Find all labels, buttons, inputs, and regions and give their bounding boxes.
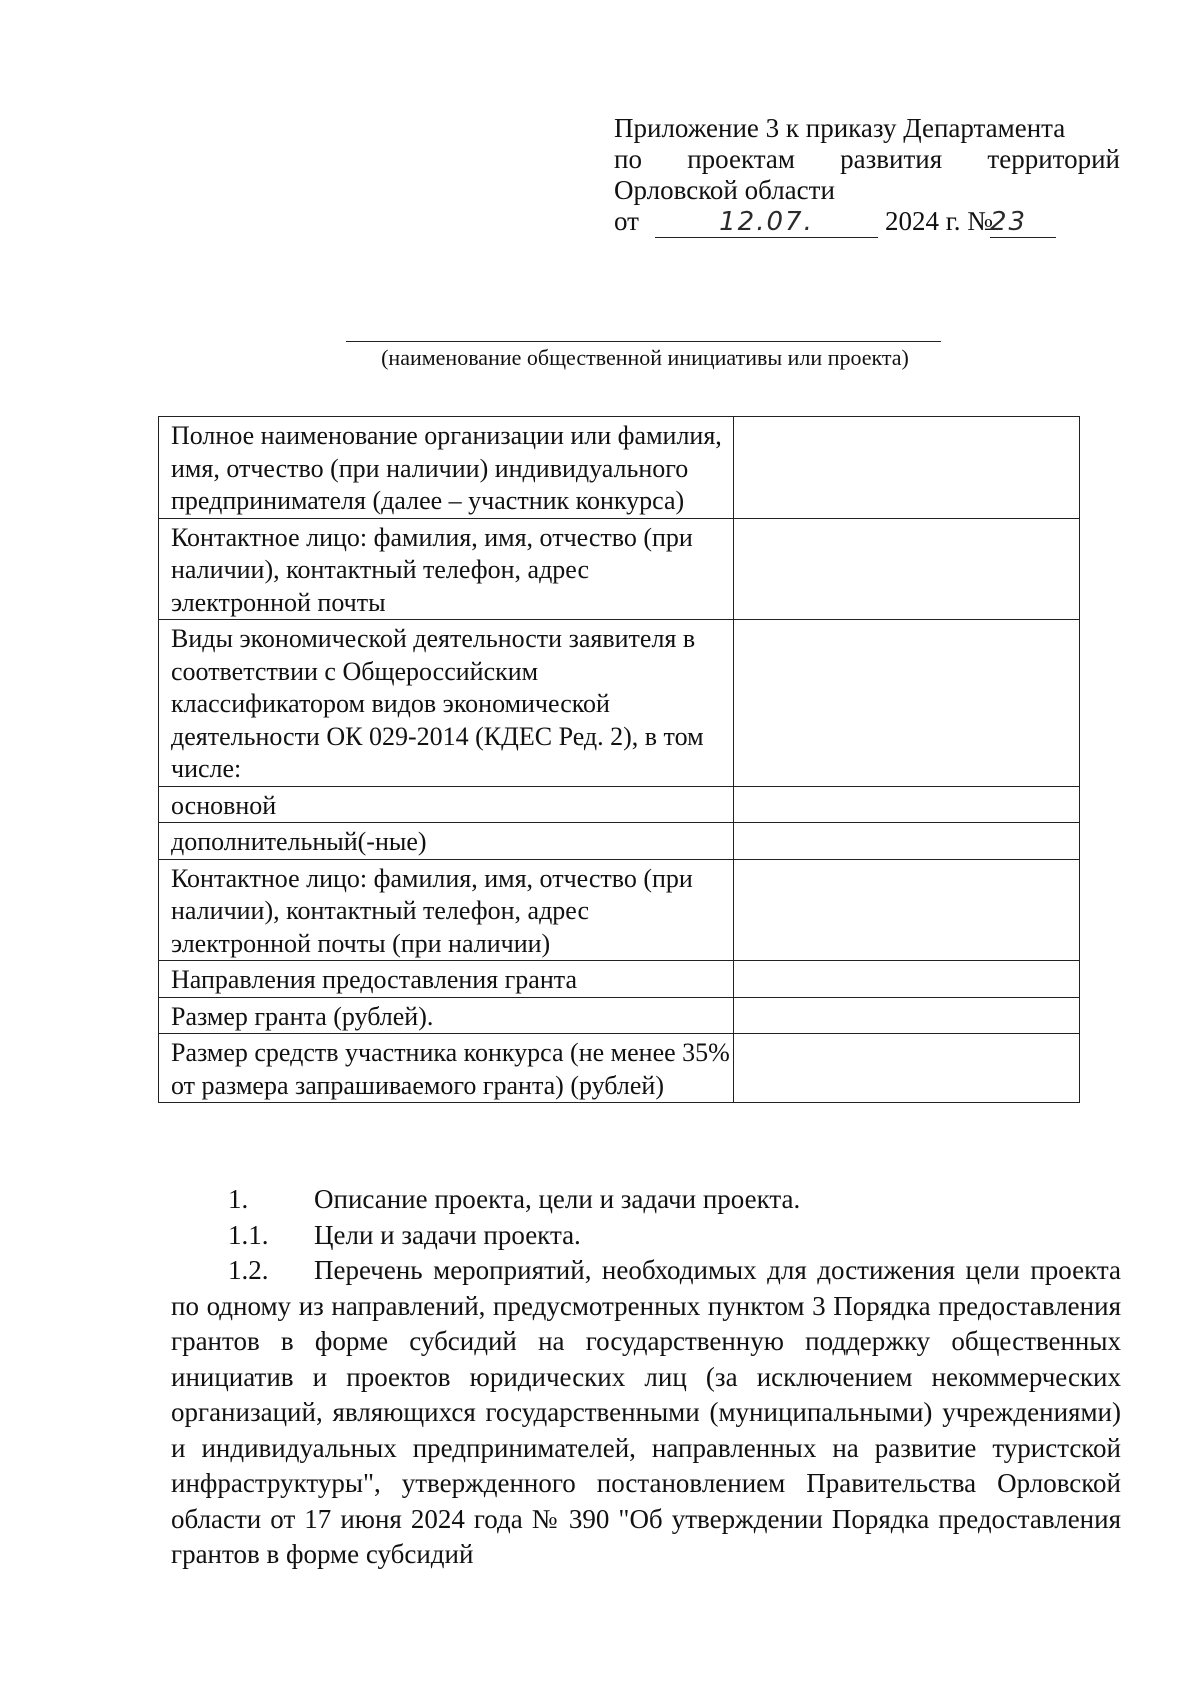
row-label: основной [159, 786, 734, 823]
item-text: Описание проекта, цели и задачи проекта. [314, 1184, 801, 1214]
row-label: дополнительный(-ные) [159, 823, 734, 860]
row-label: Направления предоставления гранта [159, 961, 734, 998]
row-label: Полное наименование организации или фамилия, имя, отчество (при наличии) индивидуального предпринимателя (далее – участник конкурса) [159, 417, 734, 519]
order-date-line [614, 206, 1120, 240]
table-row [159, 786, 1080, 823]
table-row [159, 620, 1080, 787]
table-row [159, 823, 1080, 860]
application-form-table [158, 416, 1080, 1103]
appendix-header [614, 113, 1120, 240]
row-value [734, 997, 1080, 1034]
row-value [734, 786, 1080, 823]
table-row [159, 417, 1080, 519]
list-item-paragraph [171, 1253, 1121, 1573]
order-number-field [990, 206, 1056, 238]
handwritten-order-number: 23 [990, 207, 1028, 237]
item-number: 1.2. [228, 1255, 269, 1285]
table-row [159, 961, 1080, 998]
item-text: Цели и задачи проекта. [314, 1219, 581, 1250]
table-row [159, 518, 1080, 620]
document-body [171, 1182, 1121, 1573]
row-label: Контактное лицо: фамилия, имя, отчество (при наличии), контактный телефон, адрес электронной почты (при наличии) [159, 859, 734, 961]
row-value [734, 518, 1080, 620]
row-label: Виды экономической деятельности заявителя в соответствии с Общероссийским классификатором видов экономической деятельности ОК 029-2014 (КДЕС Ред. 2), в том числе: [159, 620, 734, 787]
item-number: 1. [228, 1184, 249, 1214]
initiative-name-line [346, 341, 941, 342]
table-row [159, 859, 1080, 961]
item-number: 1.1. [228, 1219, 269, 1250]
handwritten-date: 12.07. [719, 207, 814, 237]
appendix-header-line-1: Приложение 3 к приказу Департамента [614, 113, 1066, 143]
table-row [159, 997, 1080, 1034]
table-row [159, 1034, 1080, 1103]
row-value [734, 961, 1080, 998]
order-date-field [655, 206, 878, 238]
date-prefix: от [614, 206, 639, 236]
appendix-header-line-3: Орловской области [614, 175, 835, 205]
row-label: Контактное лицо: фамилия, имя, отчество (при наличии), контактный телефон, адрес электронной почты [159, 518, 734, 620]
appendix-header-line-2: по проектам развития территорий [614, 144, 1120, 174]
item-text: Перечень мероприятий, необходимых для достижения цели проекта по одному из направлений, предусмотренных пунктом 3 Порядка предоставления грантов в форме субсидий на государственную поддержку общественных инициатив и проектов юридических лиц (за исключением некоммерческих организаций, являющихся государственными (муниципальными) учреждениями) и индивидуальных предпринимателей, направленных на развитие туристской инфраструктуры", утвержденного постановлением Правительства Орловской области от 17 июня 2024 года № 390 "Об утверждении Порядка предоставления грантов в форме субсидий [171, 1255, 1121, 1569]
order-year-text: 2024 г. № [885, 206, 994, 236]
list-item [171, 1182, 1121, 1218]
row-value [734, 859, 1080, 961]
initiative-name-caption: (наименование общественной инициативы или проекта) [381, 345, 909, 370]
list-item [171, 1218, 1121, 1254]
row-value [734, 1034, 1080, 1103]
row-value [734, 620, 1080, 787]
row-value [734, 417, 1080, 519]
row-value [734, 823, 1080, 860]
row-label: Размер средств участника конкурса (не менее 35% от размера запрашиваемого гранта) (рублей) [159, 1034, 734, 1103]
row-label: Размер гранта (рублей). [159, 997, 734, 1034]
